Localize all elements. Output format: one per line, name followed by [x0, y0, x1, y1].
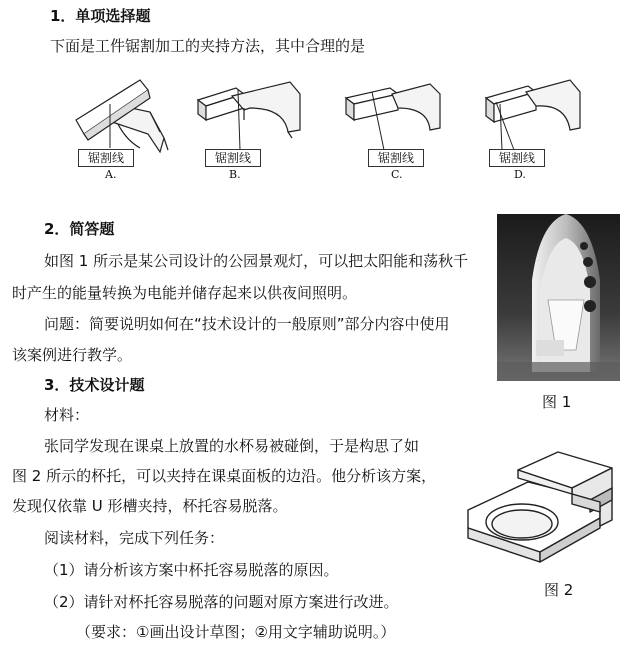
q3-task-2: （2）请针对杯托容易脱落的问题对原方案进行改进。 — [44, 593, 399, 611]
q3-material-line-1: 张同学发现在课桌上放置的水杯易被碰倒，于是构思了如 — [44, 437, 420, 455]
q3-instruction: 阅读材料，完成下列任务： — [44, 529, 225, 547]
q2-question-line-1: 问题：简要说明如何在“技术设计的一般原则”部分内容中使用 — [44, 315, 450, 333]
option-d-letter: D. — [514, 168, 526, 181]
q2-heading: 2．简答题 — [44, 220, 115, 238]
q1-stem: 下面是工件锯割加工的夹持方法，其中合理的是 — [50, 37, 366, 55]
q3-material-line-2: 图 2 所示的杯托，可以夹持在课桌面板的边沿。他分析该方案， — [12, 467, 437, 485]
option-d-saw-line-tag: 锯割线 — [489, 149, 545, 167]
q2-paragraph-line-1: 如图 1 所示是某公司设计的公园景观灯，可以把太阳能和荡秋千 — [44, 252, 469, 270]
q3-requirement: （要求：①画出设计草图；②用文字辅助说明。） — [76, 623, 396, 641]
option-a-letter: A. — [105, 168, 117, 181]
option-b-letter: B. — [229, 168, 241, 181]
q2-question-line-2: 该案例进行教学。 — [12, 346, 133, 364]
option-b-saw-line-tag: 锯割线 — [205, 149, 261, 167]
figure-1-caption: 图 1 — [542, 393, 572, 411]
q2-paragraph-line-2: 时产生的能量转换为电能并储存起来以供夜间照明。 — [12, 284, 358, 302]
option-a-saw-line-tag: 锯割线 — [78, 149, 134, 167]
option-c-saw-line-tag: 锯割线 — [368, 149, 424, 167]
q3-material-line-3: 发现仅依靠 U 形槽夹持，杯托容易脱落。 — [12, 497, 288, 515]
option-c-letter: C. — [391, 168, 403, 181]
q3-task-1: （1）请分析该方案中杯托容易脱落的原因。 — [44, 561, 339, 579]
q3-heading: 3．技术设计题 — [44, 376, 145, 394]
figure-2-caption: 图 2 — [544, 581, 574, 599]
q3-material-label: 材料： — [44, 406, 90, 424]
q1-heading: 1．单项选择题 — [50, 7, 151, 25]
